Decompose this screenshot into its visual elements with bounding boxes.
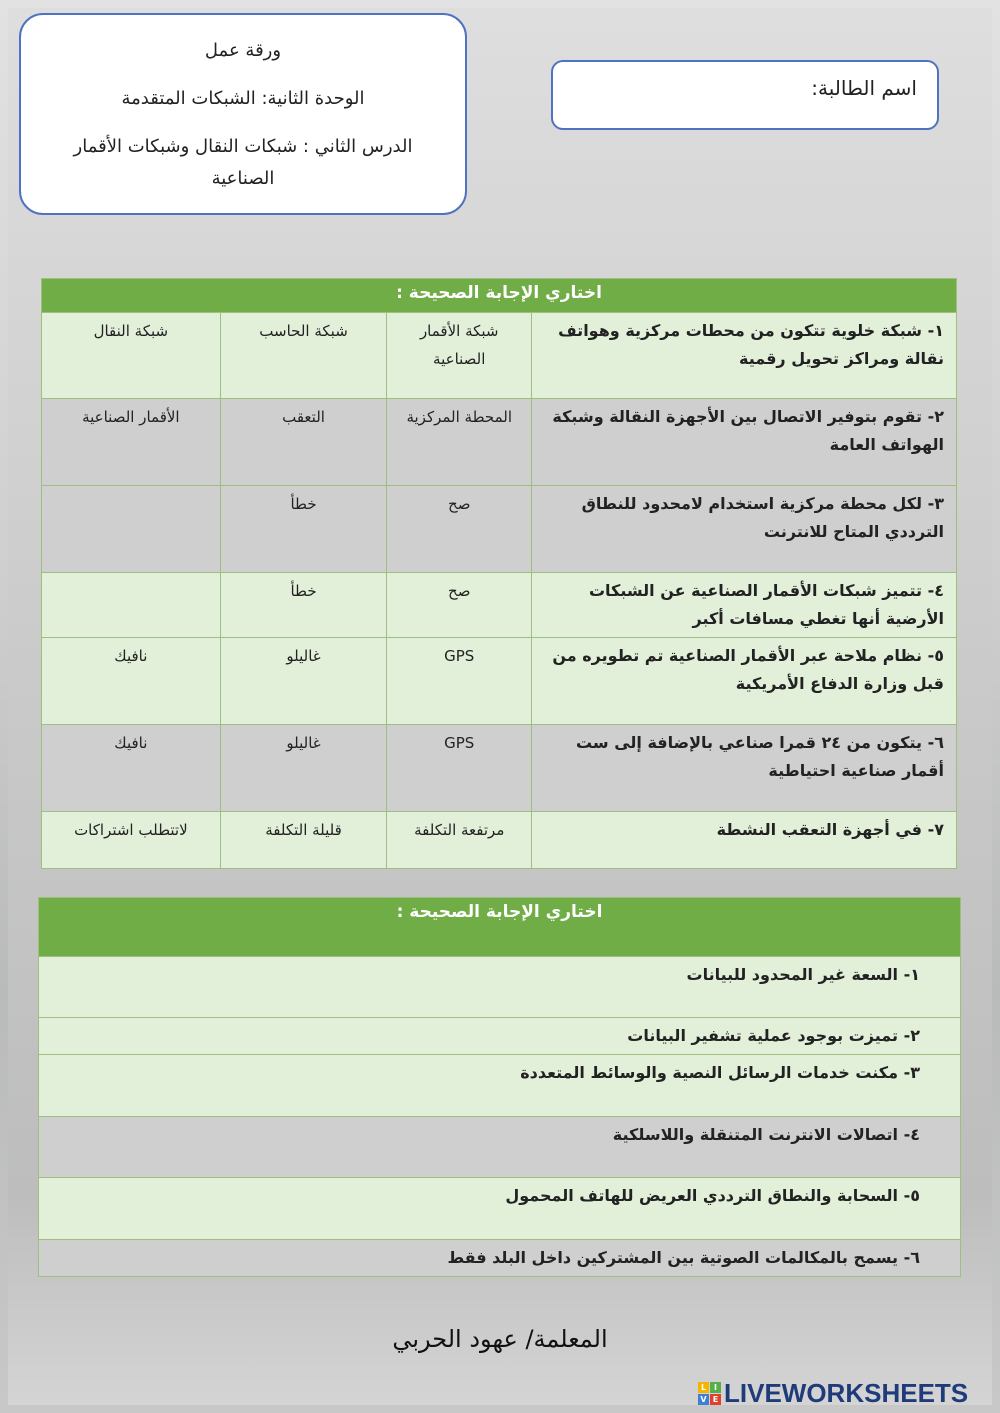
student-name-label: اسم الطالبة: [811,76,917,100]
answer-option[interactable]: لاتتطلب اشتراكات [42,812,221,869]
lesson-title: الدرس الثاني : شبكات النقال وشبكات الأقمار الصناعية [73,136,413,189]
question-text: ٣- لكل محطة مركزية استخدام لامحدود للنطاق الترددي المتاح للانترنت [532,486,957,573]
statement-text: ٥- السحابة والنطاق الترددي العريض للهاتف المحمول [39,1178,961,1240]
answer-option [42,486,221,573]
student-name-field[interactable] [551,60,939,130]
question-text: ٦- يتكون من ٢٤ قمرا صناعي بالإضافة إلى ست أقمار صناعية احتياطية [532,725,957,812]
question-row [42,638,957,725]
question-text: ٢- تقوم بتوفير الاتصال بين الأجهزة النقالة وشبكة الهواتف العامة [532,399,957,486]
answer-option[interactable]: GPS [387,725,532,812]
unit-title: الوحدة الثانية: الشبكات المتقدمة [121,88,365,109]
question-row [42,399,957,486]
statement-row[interactable] [39,1240,961,1277]
question-row [42,573,957,638]
answer-option[interactable]: شبكة الأقمار الصناعية [387,313,532,399]
worksheet-label: ورقة عمل [204,40,282,61]
answer-option[interactable]: نافيك [42,638,221,725]
answer-option[interactable]: التعقب [220,399,387,486]
question-text: ٤- تتميز شبكات الأقمار الصناعية عن الشبكات الأرضية أنها تغطي مسافات أكبر [532,573,957,638]
teacher-name: المعلمة/ عهود الحربي [392,1325,608,1353]
answer-option[interactable]: مرتفعة التكلفة [387,812,532,869]
answer-option[interactable]: قليلة التكلفة [220,812,387,869]
statement-text: ٢- تميزت بوجود عملية تشفير البيانات [39,1018,961,1055]
answer-option[interactable]: غاليلو [220,725,387,812]
question-row [42,313,957,399]
question-row [42,725,957,812]
logo-cube-icon: L I V E [698,1382,721,1405]
question-text: ١- شبكة خلوية تتكون من محطات مركزية وهواتف نقالة ومراكز تحويل رقمية [532,313,957,399]
answer-option[interactable]: الأقمار الصناعية [42,399,221,486]
answer-option [42,573,221,638]
statement-row[interactable] [39,1117,961,1178]
statement-text: ٣- مكنت خدمات الرسائل النصية والوسائط المتعددة [39,1055,961,1117]
statement-text: ٤- اتصالات الانترنت المتنقلة واللاسلكية [39,1117,961,1178]
question-row [42,812,957,869]
liveworksheets-logo [698,1378,968,1409]
answer-option[interactable]: شبكة الحاسب [220,313,387,399]
answer-option[interactable]: صح [387,573,532,638]
section1-title: اختاري الإجابة الصحيحة : [42,279,957,313]
answer-option[interactable]: نافيك [42,725,221,812]
statement-row[interactable] [39,957,961,1018]
statement-text: ٦- يسمح بالمكالمات الصوتية بين المشتركين داخل البلد فقط [39,1240,961,1277]
answer-option[interactable]: خطأ [220,486,387,573]
section2-title: اختاري الإجابة الصحيحة : [39,898,961,957]
answer-option[interactable]: غاليلو [220,638,387,725]
question-text: ٥- نظام ملاحة عبر الأقمار الصناعية تم تطويره من قبل وزارة الدفاع الأمريكية [532,638,957,725]
question-row [42,486,957,573]
answer-option[interactable]: صح [387,486,532,573]
answer-option[interactable]: شبكة النقال [42,313,221,399]
answer-option[interactable]: GPS [387,638,532,725]
statement-row[interactable] [39,1055,961,1117]
worksheet-title-box [19,13,467,215]
answer-option[interactable]: خطأ [220,573,387,638]
answer-option[interactable]: المحطة المركزية [387,399,532,486]
choose-answer-table [38,897,961,1277]
logo-text: LIVEWORKSHEETS [724,1378,969,1408]
statement-text: ١- السعة غير المحدود للبيانات [39,957,961,1018]
multiple-choice-table [41,278,957,869]
statement-row[interactable] [39,1178,961,1240]
question-text: ٧- في أجهزة التعقب النشطة [532,812,957,869]
statement-row[interactable] [39,1018,961,1055]
